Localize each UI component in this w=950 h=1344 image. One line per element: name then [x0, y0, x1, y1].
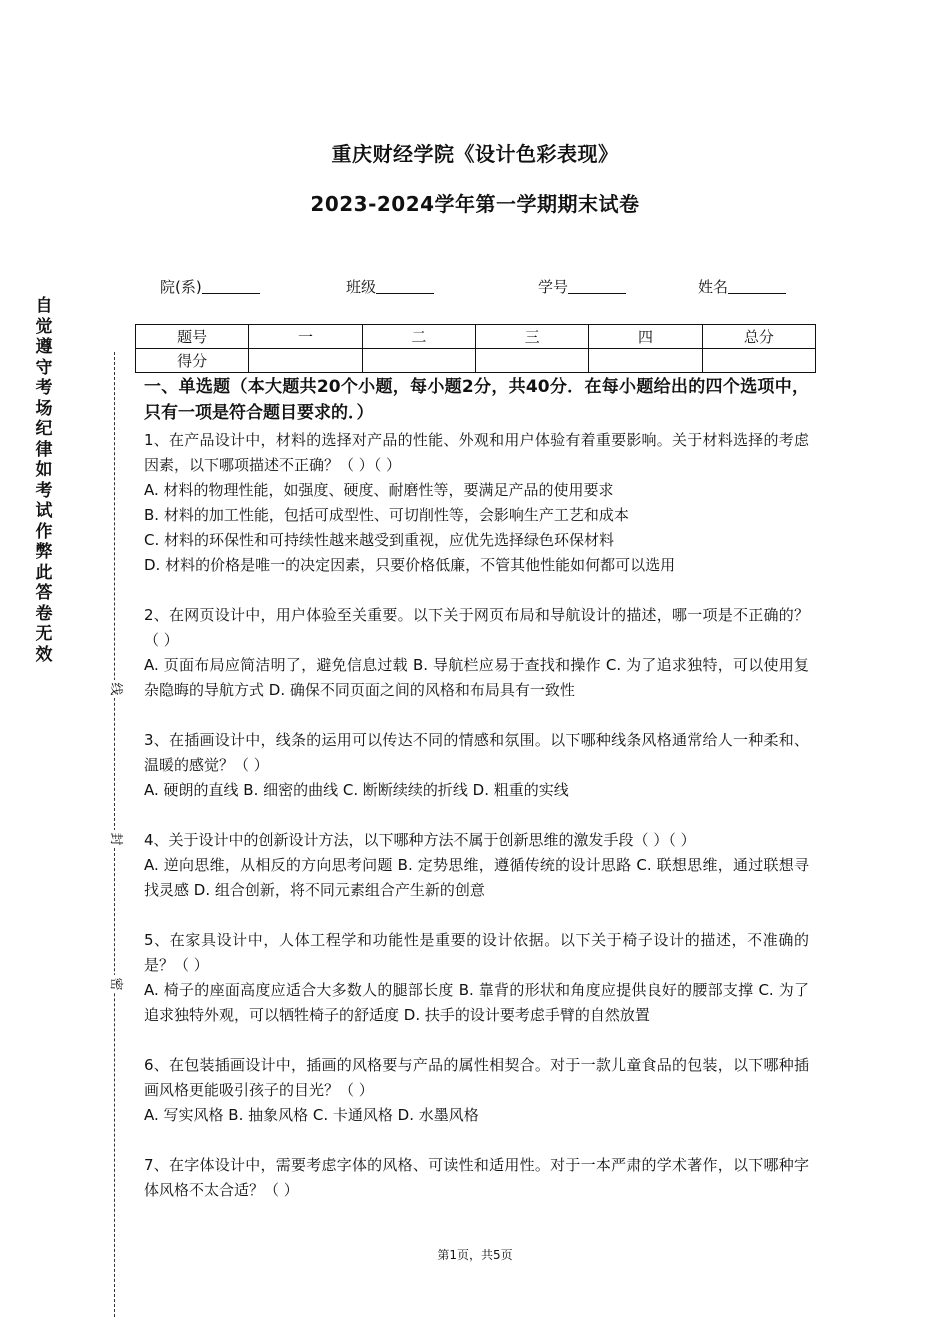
name-label: 姓名 — [698, 278, 729, 296]
exam-title-line2: 2023-2024学年第一学期期末试卷 — [310, 192, 640, 216]
seal-char-seal: 封 — [106, 830, 124, 848]
question-stem: 7、在字体设计中，需要考虑字体的风格、可读性和适用性。对于一本严肃的学术著作，以下哪种字体风格不太合适？（ ） — [144, 1156, 809, 1199]
question-item — [144, 603, 809, 703]
score-table-header-row — [136, 325, 816, 349]
score-cell[interactable] — [362, 349, 475, 373]
question-item — [144, 728, 809, 803]
page-number: 第1页，共5页 — [437, 1248, 513, 1262]
question-option: A. 材料的物理性能，如强度、硬度、耐磨性等，要满足产品的使用要求 — [144, 481, 614, 499]
question-stem: 3、在插画设计中，线条的运用可以传达不同的情感和氛围。以下哪种线条风格通常给人一种柔和、温暖的感觉？（ ） — [144, 731, 809, 774]
table-cell: 二 — [362, 325, 475, 349]
class-field[interactable] — [346, 276, 434, 297]
score-cell[interactable] — [702, 349, 815, 373]
seal-char-line: 线 — [106, 680, 124, 698]
name-field[interactable] — [698, 276, 786, 297]
question-option: C. 材料的环保性和可持续性越来越受到重视，应优先选择绿色环保材料 — [144, 531, 615, 549]
question-stem: 2、在网页设计中，用户体验至关重要。以下关于网页布局和导航设计的描述，哪一项是不正确的？（ ） — [144, 606, 809, 649]
question-item — [144, 1053, 809, 1128]
exam-content — [144, 374, 809, 1228]
table-cell: 三 — [475, 325, 588, 349]
question-stem: 4、关于设计中的创新设计方法，以下哪种方法不属于创新思维的激发手段（ ）（ ） — [144, 831, 696, 849]
exam-discipline-notice: 自觉遵守考场纪律如考试作弊此答卷无效 — [35, 296, 53, 665]
question-item — [144, 828, 809, 903]
question-stem: 5、在家具设计中，人体工程学和功能性是重要的设计依据。以下关于椅子设计的描述，不准确的是？（ ） — [144, 931, 809, 974]
question-option: A. 逆向思维，从相反的方向思考问题 B. 定势思维，遵循传统的设计思路 C. 联想思维，通过联想寻找灵感 D. 组合创新，将不同元素组合产生新的创意 — [144, 856, 809, 899]
question-option: A. 硬朗的直线 B. 细密的曲线 C. 断断续续的折线 D. 粗重的实线 — [144, 781, 569, 799]
section-heading: 一、单选题（本大题共20个小题，每小题2分，共40分．在每小题给出的四个选项中，只有一项是符合题目要求的．） — [144, 377, 809, 423]
seal-char-secret: 密 — [106, 975, 124, 993]
question-item — [144, 428, 809, 578]
score-table-score-row — [136, 349, 816, 373]
score-cell[interactable] — [475, 349, 588, 373]
question-option: A. 写实风格 B. 抽象风格 C. 卡通风格 D. 水墨风格 — [144, 1106, 479, 1124]
table-cell: 题号 — [136, 325, 249, 349]
question-item — [144, 928, 809, 1028]
question-option: A. 椅子的座面高度应适合大多数人的腿部长度 B. 靠背的形状和角度应提供良好的腰部支撑 C. 为了追求独特外观，可以牺牲椅子的舒适度 D. 扶手的设计要考虑手臂的自然放置 — [144, 981, 809, 1024]
department-label: 院(系) — [160, 278, 202, 296]
score-table — [135, 324, 816, 373]
student-id-field[interactable] — [538, 276, 626, 297]
question-option: B. 材料的加工性能，包括可成型性、可切削性等，会影响生产工艺和成本 — [144, 506, 629, 524]
question-option: D. 材料的价格是唯一的决定因素，只要价格低廉，不管其他性能如何都可以选用 — [144, 556, 676, 574]
class-label: 班级 — [346, 278, 377, 296]
table-cell: 四 — [589, 325, 702, 349]
student-info-row — [160, 276, 800, 300]
table-cell: 得分 — [136, 349, 249, 373]
department-field[interactable] — [160, 276, 260, 297]
student-id-label: 学号 — [538, 278, 569, 296]
score-cell[interactable] — [589, 349, 702, 373]
question-option: A. 页面布局应简洁明了，避免信息过载 B. 导航栏应易于查找和操作 C. 为了追求独特，可以使用复杂隐晦的导航方式 D. 确保不同页面之间的风格和布局具有一致性 — [144, 656, 809, 699]
question-stem: 1、在产品设计中，材料的选择对产品的性能、外观和用户体验有着重要影响。关于材料选择的考虑因素，以下哪项描述不正确？（ ）（ ） — [144, 431, 809, 474]
question-stem: 6、在包装插画设计中，插画的风格要与产品的属性相契合。对于一款儿童食品的包装，以下哪种插画风格更能吸引孩子的目光？（ ） — [144, 1056, 809, 1099]
table-cell: 一 — [249, 325, 362, 349]
table-cell: 总分 — [702, 325, 815, 349]
question-list — [144, 428, 809, 1203]
score-cell[interactable] — [249, 349, 362, 373]
exam-title-line1: 重庆财经学院《设计色彩表现》 — [331, 142, 619, 166]
question-item — [144, 1153, 809, 1203]
